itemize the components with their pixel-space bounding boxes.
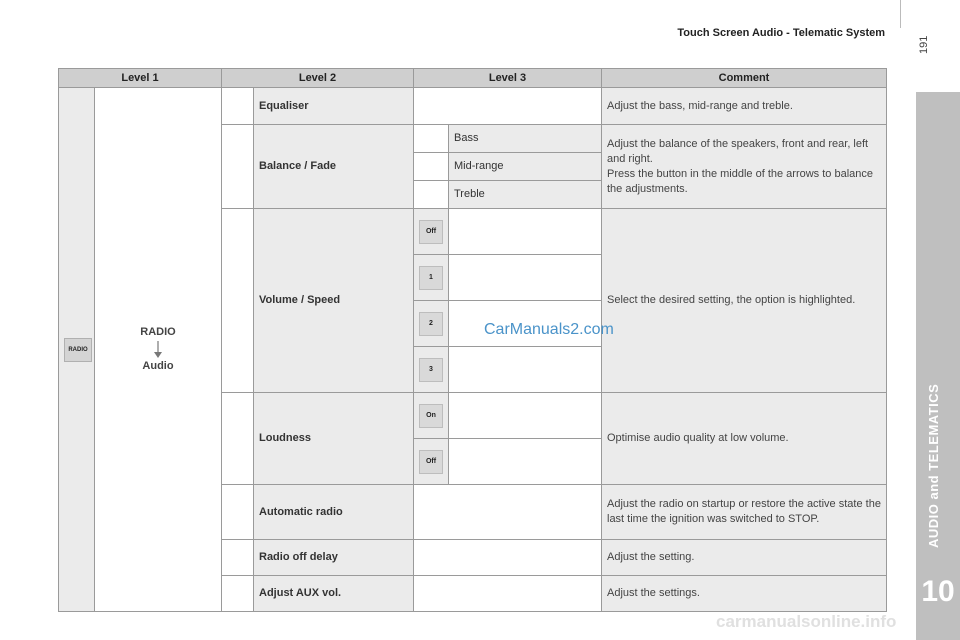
empty-cell xyxy=(449,209,602,255)
column-header-comment: Comment xyxy=(602,69,887,88)
radio-off-delay-comment: Adjust the setting. xyxy=(602,540,887,576)
automatic-radio-comment: Adjust the radio on startup or restore the active state the last time the ignition was switched to STOP. xyxy=(602,485,887,540)
balance-comment: Adjust the balance of the speakers, front and rear, left and right. Press the button in the middle of the arrows to balance the adjustments. xyxy=(602,125,887,209)
loudness-comment: Optimise audio quality at low volume. xyxy=(602,393,887,485)
spacer-cell xyxy=(222,540,254,576)
column-header-level2: Level 2 xyxy=(222,69,414,88)
balance-option-bass: Bass xyxy=(449,125,602,153)
volume-option-cell xyxy=(414,301,449,347)
adjust-aux-comment: Adjust the settings. xyxy=(602,576,887,612)
off-icon: Off xyxy=(419,450,443,474)
page-number: 191 xyxy=(918,35,930,54)
center-watermark: CarManuals2.com xyxy=(484,321,614,338)
volume-option-cell xyxy=(414,209,449,255)
chapter-side-tab-label: AUDIO and TELEMATICS xyxy=(926,383,941,548)
empty-cell xyxy=(414,181,449,209)
empty-cell xyxy=(414,540,602,576)
empty-cell xyxy=(414,153,449,181)
spacer-cell xyxy=(222,393,254,485)
empty-cell xyxy=(449,347,602,393)
path-to-label: Audio xyxy=(142,360,174,372)
volume-option-cell xyxy=(414,347,449,393)
volume-option-cell xyxy=(414,255,449,301)
footer-watermark: carmanualsonline.info xyxy=(716,612,897,631)
equaliser-label: Equaliser xyxy=(254,88,414,125)
spacer-cell xyxy=(222,125,254,209)
chapter-number: 10 xyxy=(921,575,955,608)
balance-option-treble: Treble xyxy=(449,181,602,209)
automatic-radio-label: Automatic radio xyxy=(254,485,414,540)
column-header-level1: Level 1 xyxy=(59,69,222,88)
spacer-cell xyxy=(222,576,254,612)
radio-off-delay-label: Radio off delay xyxy=(254,540,414,576)
loudness-label: Loudness xyxy=(254,393,414,485)
volume-label: Volume / Speed xyxy=(254,209,414,393)
equaliser-comment: Adjust the bass, mid-range and treble. xyxy=(602,88,887,125)
spacer-cell xyxy=(222,209,254,393)
empty-cell xyxy=(414,125,449,153)
level-3-icon: 3 xyxy=(419,358,443,382)
loudness-option-cell xyxy=(414,439,449,485)
level-2-icon: 2 xyxy=(419,312,443,336)
loudness-option-cell xyxy=(414,393,449,439)
empty-cell xyxy=(449,393,602,439)
path-from-label: RADIO xyxy=(140,326,176,338)
radio-menu-table xyxy=(58,68,887,612)
page-header-title: Touch Screen Audio - Telematic System xyxy=(677,27,885,39)
adjust-aux-label: Adjust AUX vol. xyxy=(254,576,414,612)
column-header-level3: Level 3 xyxy=(414,69,602,88)
level2-path-cell xyxy=(95,88,222,612)
level1-cell xyxy=(59,88,95,612)
volume-comment: Select the desired setting, the option is highlighted. xyxy=(602,209,887,393)
spacer-cell xyxy=(222,485,254,540)
empty-cell xyxy=(414,485,602,540)
level-1-icon: 1 xyxy=(419,266,443,290)
balance-label: Balance / Fade xyxy=(254,125,414,209)
empty-cell xyxy=(414,576,602,612)
arrow-down-icon xyxy=(153,341,163,359)
empty-cell xyxy=(449,439,602,485)
off-icon: Off xyxy=(419,220,443,244)
on-icon: On xyxy=(419,404,443,428)
empty-cell xyxy=(414,88,602,125)
radio-icon: RADIO xyxy=(64,338,92,362)
header-divider xyxy=(900,0,901,28)
empty-cell xyxy=(449,255,602,301)
spacer-cell xyxy=(222,88,254,125)
balance-option-midrange: Mid-range xyxy=(449,153,602,181)
